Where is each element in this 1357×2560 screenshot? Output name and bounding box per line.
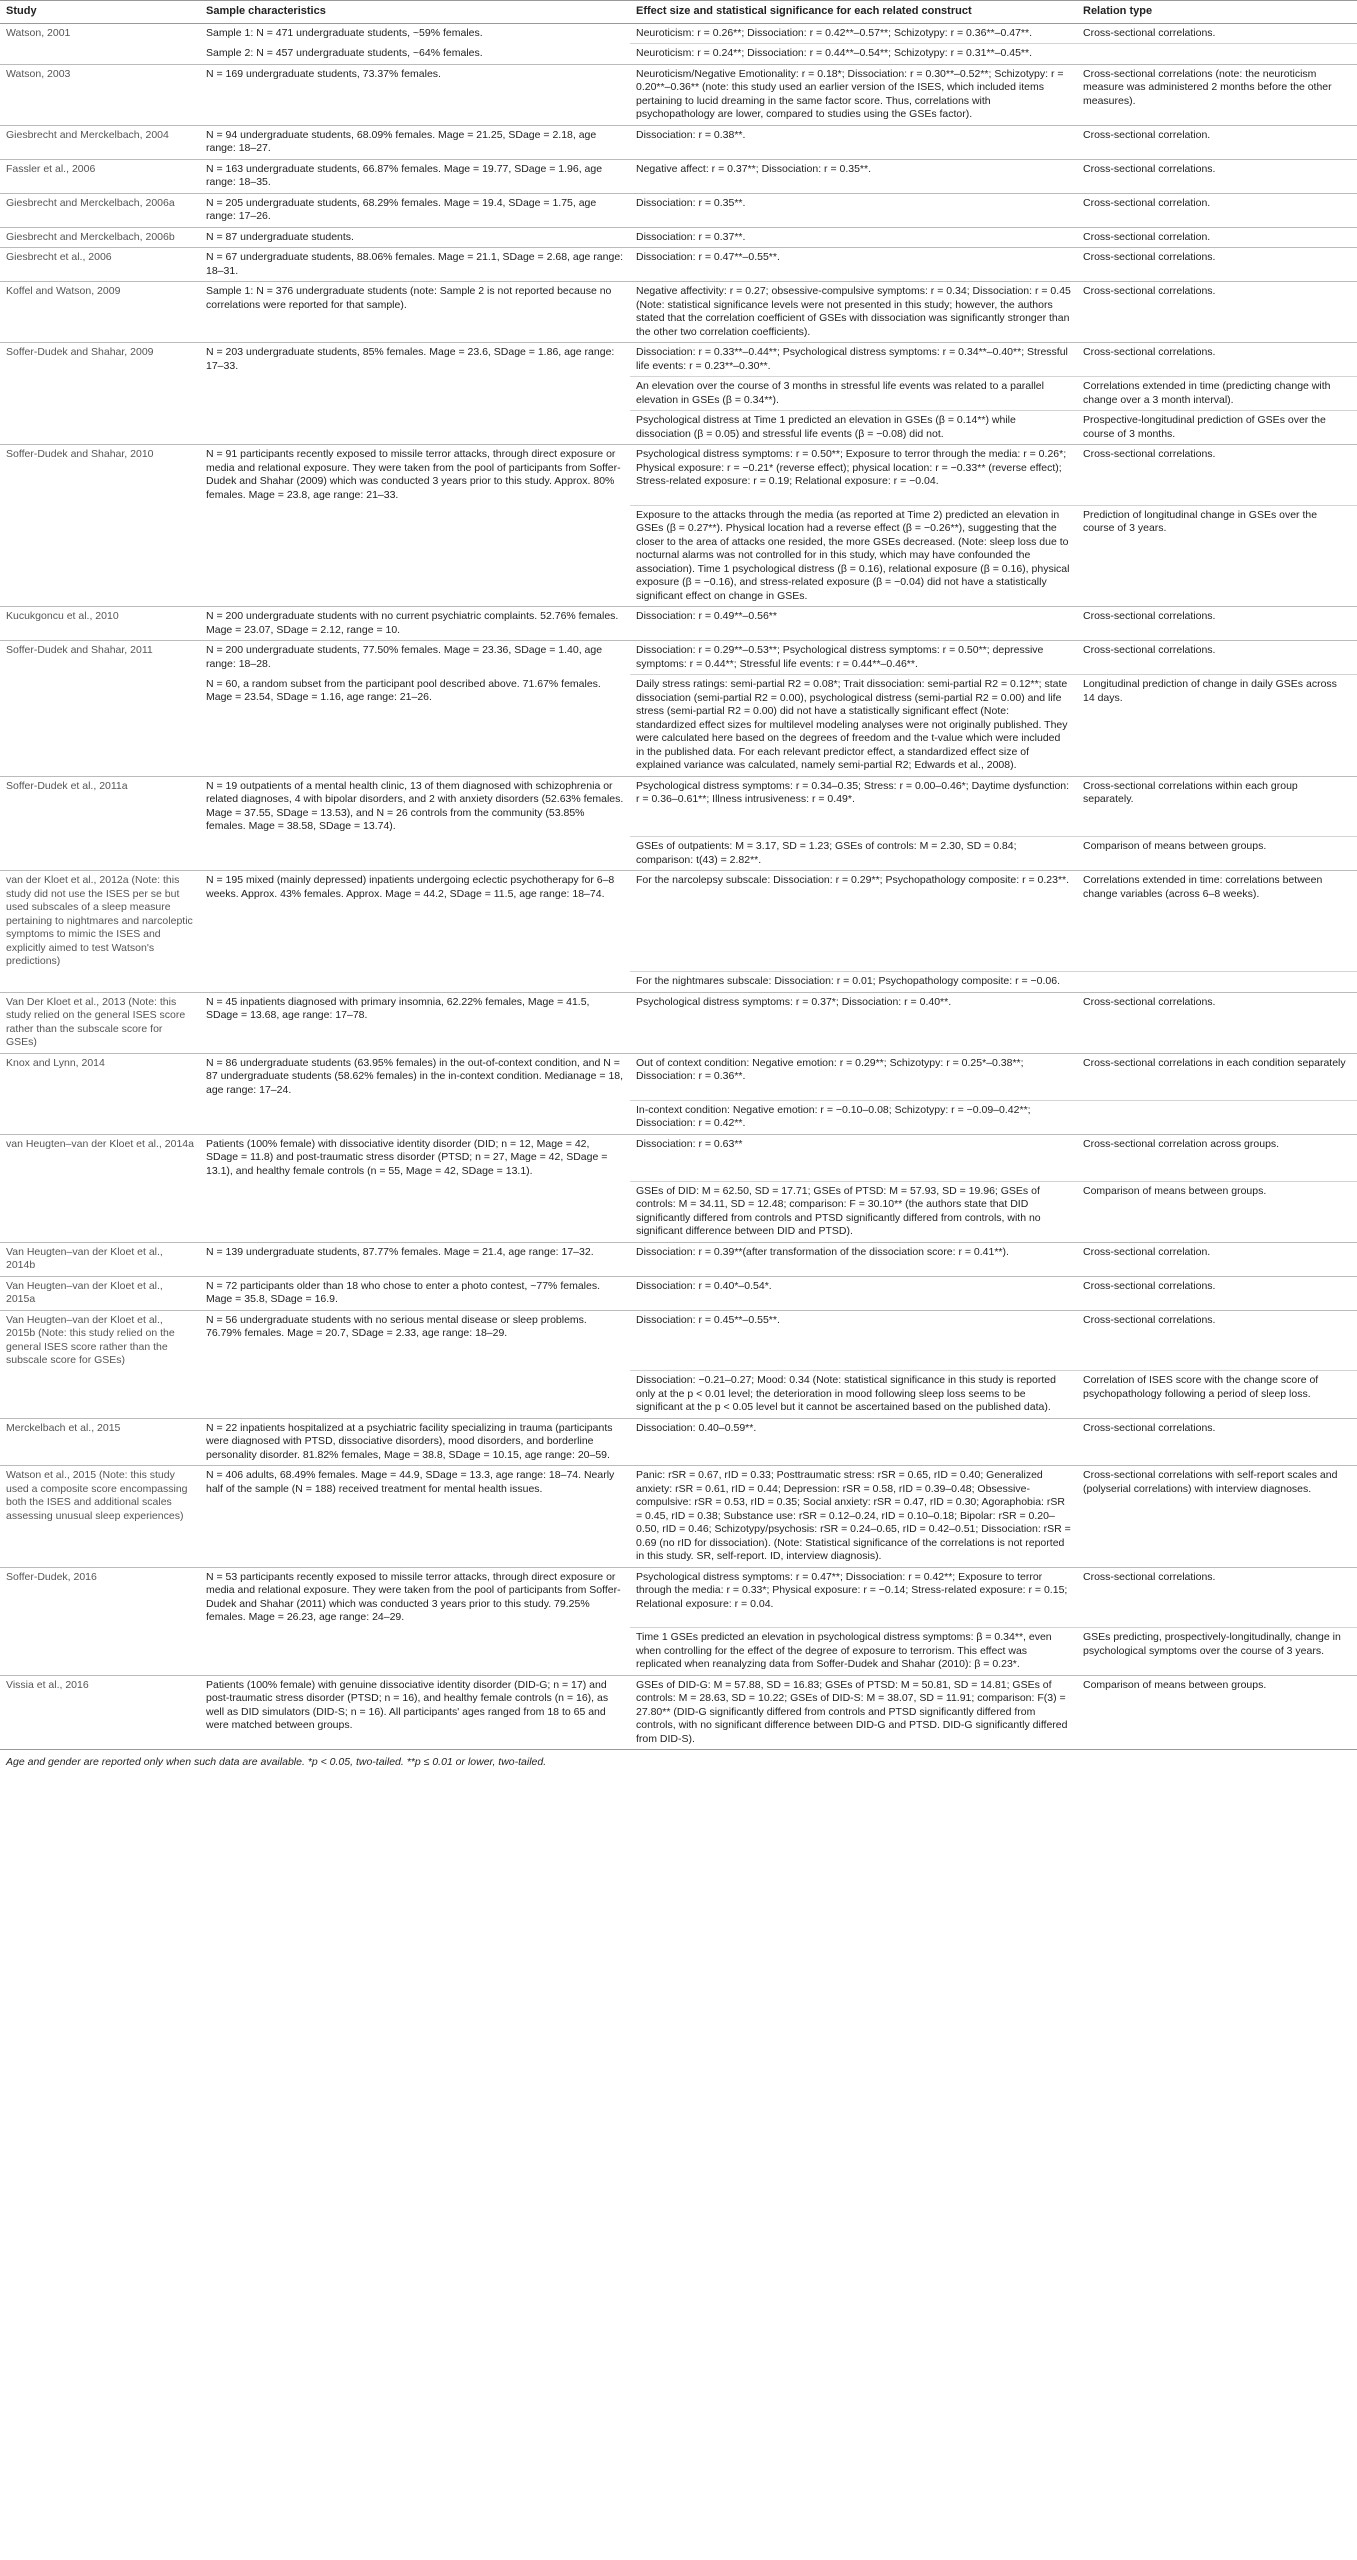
study-cell: Van Heugten–van der Kloet et al., 2014b xyxy=(0,1242,200,1276)
table-row xyxy=(0,377,1357,411)
sample-cell: N = 87 undergraduate students. xyxy=(200,227,630,248)
relation-cell: Comparison of means between groups. xyxy=(1077,1181,1357,1242)
relation-cell: Cross-sectional correlations within each group separately. xyxy=(1077,776,1357,837)
effect-cell: Dissociation: r = 0.38**. xyxy=(630,125,1077,159)
table-row xyxy=(0,641,1357,675)
sample-cell xyxy=(200,377,630,411)
relation-cell: Cross-sectional correlations. xyxy=(1077,1310,1357,1371)
effect-cell: Dissociation: r = 0.45**–0.55**. xyxy=(630,1310,1077,1371)
header-sample: Sample characteristics xyxy=(200,1,630,24)
table-row xyxy=(0,248,1357,282)
effect-cell: Psychological distress at Time 1 predicted an elevation in GSEs (β = 0.14**) while dissociation (β = 0.05) and stressful life events (β = −0.08) did not. xyxy=(630,411,1077,445)
study-cell: Van Heugten–van der Kloet et al., 2015a xyxy=(0,1276,200,1310)
table-row xyxy=(0,23,1357,44)
table-row xyxy=(0,1242,1357,1276)
table-row xyxy=(0,1628,1357,1676)
sample-cell xyxy=(200,1628,630,1676)
study-cell: van der Kloet et al., 2012a (Note: this study did not use the ISES per se but used subscales of a sleep measure pertaining to nightmares and narcoleptic symptoms to mimic the ISES and explicitly aimed to test Watson's predictions) xyxy=(0,871,200,972)
sample-cell: Patients (100% female) with genuine dissociative identity disorder (DID-G; n = 17) and post-traumatic stress disorder (PTSD; n = 16), and healthy female controls (n = 16), as well as DID simulators (DID-S; n = 16). All participants' ages ranged from 18 to 65 and were matched between groups. xyxy=(200,1675,630,1749)
relation-cell: Cross-sectional correlations. xyxy=(1077,1418,1357,1466)
effect-cell: Dissociation: r = 0.35**. xyxy=(630,193,1077,227)
effect-cell: Dissociation: r = 0.47**–0.55**. xyxy=(630,248,1077,282)
effect-cell: Dissociation: r = 0.40*–0.54*. xyxy=(630,1276,1077,1310)
relation-cell: Cross-sectional correlations. xyxy=(1077,641,1357,675)
header-study: Study xyxy=(0,1,200,24)
table-row xyxy=(0,776,1357,837)
sample-cell: N = 91 participants recently exposed to missile terror attacks, through direct exposure or media and relational exposure. They were taken from the pool of participants from Soffer-Dudek and Shahar (2009) which was conducted 3 years prior to this study. Approx. 80% females. Mage = 23.8, age range: 21–33. xyxy=(200,445,630,506)
sample-cell: N = 169 undergraduate students, 73.37% females. xyxy=(200,64,630,125)
study-cell: Giesbrecht and Merckelbach, 2006b xyxy=(0,227,200,248)
table-row xyxy=(0,505,1357,607)
table-row xyxy=(0,607,1357,641)
sample-cell: N = 200 undergraduate students, 77.50% females. Mage = 23.36, SDage = 1.40, age range: 18–28. xyxy=(200,641,630,675)
relation-cell: Comparison of means between groups. xyxy=(1077,1675,1357,1749)
sample-cell: N = 200 undergraduate students with no current psychiatric complaints. 52.76% females. Mage = 23.07, SDage = 2.12, range = 10. xyxy=(200,607,630,641)
table-row xyxy=(0,837,1357,871)
effect-cell: Neuroticism/Negative Emotionality: r = 0.18*; Dissociation: r = 0.30**–0.52**; Schizotypy: r = 0.20**–0.36** (note: this study used an earlier version of the ISES, which included items pertaining to lucid dreaming in the same factor score. Thus, correlations with psychopathology are lower, compared to studies using the GSEs factor). xyxy=(630,64,1077,125)
relation-cell xyxy=(1077,44,1357,65)
relation-cell: Cross-sectional correlations. xyxy=(1077,1567,1357,1628)
sample-cell: N = 56 undergraduate students with no serious mental disease or sleep problems. 76.79% females. Mage = 20.7, SDage = 2.33, age range: 18–29. xyxy=(200,1310,630,1371)
effect-cell: Dissociation: 0.40–0.59**. xyxy=(630,1418,1077,1466)
relation-cell: Cross-sectional correlations. xyxy=(1077,282,1357,343)
effect-cell: Psychological distress symptoms: r = 0.34–0.35; Stress: r = 0.00–0.46*; Daytime dysfunction: r = 0.36–0.61**; Illness intrusiveness: r = 0.49*. xyxy=(630,776,1077,837)
sample-cell: Patients (100% female) with dissociative identity disorder (DID; n = 12, Mage = 42, SDage = 11.8) and post-traumatic stress disorder (PTSD; n = 27, Mage = 42, SDage = 13.1), and healthy female controls (n = 55, Mage = 42, SDage = 13.1). xyxy=(200,1134,630,1181)
table-row xyxy=(0,675,1357,777)
table-footnote: Age and gender are reported only when such data are available. *p < 0.05, two-tailed. **p ≤ 0.01 or lower, two-tailed. xyxy=(0,1749,1357,1774)
sample-cell: N = 163 undergraduate students, 66.87% females. Mage = 19.77, SDage = 1.96, age range: 18–35. xyxy=(200,159,630,193)
table-row xyxy=(0,64,1357,125)
relation-cell: Cross-sectional correlation. xyxy=(1077,227,1357,248)
sample-cell: N = 22 inpatients hospitalized at a psychiatric facility specializing in trauma (participants were diagnosed with PTSD, dissociative disorders), mood disorders, and borderline personality disorder. 81.82% females, Mage = 38.8, SDage = 10.15, age range: 20–59. xyxy=(200,1418,630,1466)
effect-cell: Panic: rSR = 0.67, rID = 0.33; Posttraumatic stress: rSR = 0.65, rID = 0.40; Generalized anxiety: rSR = 0.61, rID = 0.44; Depression: rSR = 0.58, rID = 0.39–0.48; Obsessive-compulsive: rSR = 0.53, rID = 0.35; Social anxiety: rSR = 0.47, rID = 0.30; Agoraphobia: rSR = 0.45, rID = 0.38; Substance use: rSR = 0.12–0.24, rID = 0.10–0.18; Bipolar: rSR = 0.20–0.50, rID = 0.46; Schizotypy/psychosis: rSR = 0.24–0.65, rID = 0.42–0.51; Dissociation: rSR = 0.69 (no rID for dissociation). (Note: Statistical significance of the correlations is not reported in this study. SR, self-report. ID, interview diagnosis). xyxy=(630,1466,1077,1568)
study-cell: Vissia et al., 2016 xyxy=(0,1675,200,1749)
relation-cell: Correlations extended in time: correlations between change variables (across 6–8 weeks). xyxy=(1077,871,1357,972)
table-row xyxy=(0,1134,1357,1181)
effect-cell: Neuroticism: r = 0.26**; Dissociation: r = 0.42**–0.57**; Schizotypy: r = 0.36**–0.47**. xyxy=(630,23,1077,44)
effect-cell: Dissociation: r = 0.29**–0.53**; Psychological distress symptoms: r = 0.50**; depressive symptoms: r = 0.44**; Stressful life events: r = 0.44**–0.46**. xyxy=(630,641,1077,675)
table-header-row xyxy=(0,1,1357,24)
relation-cell: Longitudinal prediction of change in daily GSEs across 14 days. xyxy=(1077,675,1357,777)
sample-cell: N = 67 undergraduate students, 88.06% females. Mage = 21.1, SDage = 2.68, age range: 18–31. xyxy=(200,248,630,282)
study-cell: Giesbrecht and Merckelbach, 2006a xyxy=(0,193,200,227)
study-cell xyxy=(0,377,200,411)
table-row xyxy=(0,1100,1357,1134)
sample-cell: Sample 2: N = 457 undergraduate students, ~64% females. xyxy=(206,46,483,59)
study-cell xyxy=(0,1371,200,1419)
relation-cell xyxy=(1077,1100,1357,1134)
table-row xyxy=(0,159,1357,193)
table-row xyxy=(0,44,1357,65)
study-cell: Watson, 2001 xyxy=(0,23,200,44)
sample-cell: N = 205 undergraduate students, 68.29% females. Mage = 19.4, SDage = 1.75, age range: 17–26. xyxy=(200,193,630,227)
relation-cell xyxy=(1077,972,1357,993)
effect-cell: Dissociation: r = 0.63** xyxy=(630,1134,1077,1181)
table-row xyxy=(0,1675,1357,1749)
sample-cell: N = 406 adults, 68.49% females. Mage = 44.9, SDage = 13.3, age range: 18–74. Nearly half of the sample (N = 188) received treatment for mental health issues. xyxy=(200,1466,630,1568)
study-cell: van Heugten–van der Kloet et al., 2014a xyxy=(0,1134,200,1181)
effect-cell: Out of context condition: Negative emotion: r = 0.29**; Schizotypy: r = 0.25*–0.38**; Dissociation: r = 0.36**. xyxy=(630,1053,1077,1100)
study-cell xyxy=(0,505,200,607)
relation-cell: Cross-sectional correlation across groups. xyxy=(1077,1134,1357,1181)
effect-cell: Daily stress ratings: semi-partial R2 = 0.08*; Trait dissociation: semi-partial R2 = 0.12**; state dissociation (semi-partial R2 = 0.00), psychological distress (semi-partial R2 = 0.00) and life stress (semi-partial R2 = 0.00) did not have a statistically significant effect (Note: standardized effect sizes for multilevel modeling analyses were not originally published. They were calculated here based on the degrees of freedom and the t-value which were included in the published data. For each relevant predictor effect, a standardized effect size of explained variance was calculated, namely semi-partial R2; Edwards et al., 2008). xyxy=(630,675,1077,777)
sample-cell: N = 195 mixed (mainly depressed) inpatients undergoing eclectic psychotherapy for 6–8 weeks. Approx. 43% females. Approx. Mage = 44.2, SDage = 11.5, age range: 18–74. xyxy=(200,871,630,972)
sample-cell xyxy=(200,1181,630,1242)
effect-cell: GSEs of DID-G: M = 57.88, SD = 16.83; GSEs of PTSD: M = 50.81, SD = 14.81; GSEs of controls: M = 28.63, SD = 10.22; GSEs of DID-S: M = 38.07, SD = 11.91; comparison: F(3) = 27.80** (DID-G significantly differed from controls and PTSD significantly differed from controls, with no significant difference between DID-G and PTSD. DID-G significantly differed from DID-S). xyxy=(630,1675,1077,1749)
effect-cell: Dissociation: −0.21–0.27; Mood: 0.34 (Note: statistical significance in this study is reported only at the p < 0.01 level; the deterioration in mood following sleep loss seems to be significant at the p < 0.05 level but it cannot be ascertained based on the published data). xyxy=(630,1371,1077,1419)
header-effect: Effect size and statistical significance for each related construct xyxy=(630,1,1077,24)
relation-cell: Cross-sectional correlations. xyxy=(1077,992,1357,1053)
effect-cell: Psychological distress symptoms: r = 0.47**; Dissociation: r = 0.42**; Exposure to terror through the media: r = 0.33*; Physical exposure: r = −0.14; Stress-related exposure: r = 0.15; Relational exposure: r = 0.04. xyxy=(630,1567,1077,1628)
study-cell: Fassler et al., 2006 xyxy=(0,159,200,193)
relation-cell: Cross-sectional correlations. xyxy=(1077,1276,1357,1310)
table-row xyxy=(0,1371,1357,1419)
sample-cell xyxy=(200,1100,630,1134)
effect-cell: Negative affectivity: r = 0.27; obsessive-compulsive symptoms: r = 0.34; Dissociation: r = 0.45 (Note: statistical significance levels were not presented in this study; however, the authors stated that the correlation coefficient of GSEs with dissociation was significantly stronger than the other two correlation coefficients). xyxy=(630,282,1077,343)
study-cell xyxy=(0,44,200,65)
table-row xyxy=(0,871,1357,972)
relation-cell: Cross-sectional correlations with self-report scales and (polyserial correlations) with interview diagnoses. xyxy=(1077,1466,1357,1568)
study-cell: Knox and Lynn, 2014 xyxy=(0,1053,200,1100)
relation-cell: Cross-sectional correlations in each condition separately xyxy=(1077,1053,1357,1100)
table-row xyxy=(0,125,1357,159)
study-cell: Van Der Kloet et al., 2013 (Note: this study relied on the general ISES score rather than the subscale score for GSEs) xyxy=(0,992,200,1053)
effect-cell: For the nightmares subscale: Dissociation: r = 0.01; Psychopathology composite: r = −0.06. xyxy=(630,972,1077,993)
sample-cell xyxy=(200,1371,630,1419)
sample-cell: N = 72 participants older than 18 who chose to enter a photo contest, ~77% females. Mage = 35.8, SDage = 16.9. xyxy=(200,1276,630,1310)
relation-cell: Prospective-longitudinal prediction of GSEs over the course of 3 months. xyxy=(1077,411,1357,445)
effect-cell: Exposure to the attacks through the media (as reported at Time 2) predicted an elevation in GSEs (β = 0.27**). Physical location had a reverse effect (β = −0.26**), suggesting that the closer to the area of attacks one resided, the more GSEs decreased. (Note: sleep loss due to nocturnal alarms was not controlled for in this study, which may have confounded the association). Time 1 psychological distress (β = 0.16), relational exposure (β = 0.16), physical exposure (β = −0.16), and stress-related exposure (β = −0.04) did not have a statistically significant effect on change in GSEs. xyxy=(630,505,1077,607)
sample-cell: N = 203 undergraduate students, 85% females. Mage = 23.6, SDage = 1.86, age range: 17–33. xyxy=(200,343,630,377)
sample-cell: N = 45 inpatients diagnosed with primary insomnia, 62.22% females, Mage = 41.5, SDage = 13.68, age range: 17–78. xyxy=(200,992,630,1053)
table-row xyxy=(0,1466,1357,1568)
effect-cell: Time 1 GSEs predicted an elevation in psychological distress symptoms: β = 0.34**, even when controlling for the effect of the degree of exposure to terrorism. This effect was replicated when reanalyzing data from Soffer-Dudek and Shahar (2010): β = 0.23*. xyxy=(630,1628,1077,1676)
table-row xyxy=(0,1053,1357,1100)
study-cell: Kucukgoncu et al., 2010 xyxy=(0,607,200,641)
table-row xyxy=(0,193,1357,227)
sample-cell: Sample 1: N = 471 undergraduate students, ~59% females. xyxy=(200,23,630,44)
study-cell xyxy=(0,972,200,993)
relation-cell: Cross-sectional correlation. xyxy=(1077,125,1357,159)
table-row xyxy=(0,282,1357,343)
effect-cell: Dissociation: r = 0.39**(after transformation of the dissociation score: r = 0.41**). xyxy=(630,1242,1077,1276)
table-row xyxy=(0,1310,1357,1371)
relation-cell: Prediction of longitudinal change in GSEs over the course of 3 years. xyxy=(1077,505,1357,607)
relation-cell: Cross-sectional correlations. xyxy=(1077,607,1357,641)
sample-cell xyxy=(200,837,630,871)
sample-cell: N = 86 undergraduate students (63.95% females) in the out-of-context condition, and N = 87 undergraduate students (58.62% females) in the in-context condition. Medianage = 18, age range: 17–24. xyxy=(200,1053,630,1100)
relation-cell: Correlation of ISES score with the change score of psychopathology following a period of sleep loss. xyxy=(1077,1371,1357,1419)
relation-cell: Cross-sectional correlation. xyxy=(1077,193,1357,227)
study-cell: Soffer-Dudek et al., 2011a xyxy=(0,776,200,837)
table-row xyxy=(0,992,1357,1053)
study-cell xyxy=(0,1628,200,1676)
relation-cell: Cross-sectional correlations. xyxy=(1077,445,1357,506)
study-cell xyxy=(0,675,200,777)
relation-cell: Cross-sectional correlations (note: the neuroticism measure was administered 2 months before the other measures). xyxy=(1077,64,1357,125)
study-cell: Koffel and Watson, 2009 xyxy=(0,282,200,343)
sample-cell: N = 60, a random subset from the participant pool described above. 71.67% females. Mage = 23.54, SDage = 1.16, age range: 21–26. xyxy=(206,677,601,703)
study-cell: Soffer-Dudek and Shahar, 2009 xyxy=(0,343,200,377)
study-cell: Soffer-Dudek and Shahar, 2011 xyxy=(0,641,200,675)
sample-cell: N = 19 outpatients of a mental health clinic, 13 of them diagnosed with schizophrenia or related diagnoses, 4 with bipolar disorders, and 2 with anxiety disorders (52.63% females. Mage = 37.55, SDage = 13.53), and N = 26 controls from the community (53.85% females. Mage = 38.58, SDage = 13.74). xyxy=(200,776,630,837)
relation-cell: Cross-sectional correlations. xyxy=(1077,248,1357,282)
sample-cell xyxy=(200,972,630,993)
sample-cell: N = 53 participants recently exposed to missile terror attacks, through direct exposure or media and relational exposure. They were taken from the pool of participants from Soffer-Dudek and Shahar (2011) which was conducted 3 years prior to this study. 79.25% females. Mage = 26.23, age range: 24–29. xyxy=(200,1567,630,1628)
effect-cell: For the narcolepsy subscale: Dissociation: r = 0.29**; Psychopathology composite: r = 0.23**. xyxy=(630,871,1077,972)
table-row xyxy=(0,411,1357,445)
table-row xyxy=(0,1276,1357,1310)
table-row xyxy=(0,972,1357,993)
study-cell: Watson, 2003 xyxy=(0,64,200,125)
table-row xyxy=(0,1567,1357,1628)
sample-cell xyxy=(200,411,630,445)
study-cell xyxy=(0,1100,200,1134)
study-cell: Van Heugten–van der Kloet et al., 2015b (Note: this study relied on the general ISES score rather than the subscale score for GSEs) xyxy=(0,1310,200,1371)
effect-cell: Dissociation: r = 0.33**–0.44**; Psychological distress symptoms: r = 0.34**–0.40**; Stressful life events: r = 0.23**–0.30**. xyxy=(630,343,1077,377)
relation-cell: Cross-sectional correlations. xyxy=(1077,159,1357,193)
effect-cell: Psychological distress symptoms: r = 0.50**; Exposure to terror through the media: r = 0.26*; Physical exposure: r = −0.21* (reverse effect); physical location: r = −0.33** (reverse effect); Stress-related exposure: r = 0.19; Relational exposure: r = −0.04. xyxy=(630,445,1077,506)
relation-cell: Correlations extended in time (predicting change with change over a 3 month interval). xyxy=(1077,377,1357,411)
table-row xyxy=(0,1181,1357,1242)
study-cell: Giesbrecht and Merckelbach, 2004 xyxy=(0,125,200,159)
effect-cell: Dissociation: r = 0.49**–0.56** xyxy=(630,607,1077,641)
relation-cell: Cross-sectional correlations. xyxy=(1077,343,1357,377)
study-cell: Watson et al., 2015 (Note: this study used a composite score encompassing both the ISES and additional scales assessing unusual sleep experiences) xyxy=(0,1466,200,1568)
relation-cell: Cross-sectional correlations. xyxy=(1077,23,1357,44)
study-cell xyxy=(0,1181,200,1242)
table-body xyxy=(0,23,1357,1749)
study-cell: Merckelbach et al., 2015 xyxy=(0,1418,200,1466)
effect-cell: Negative affect: r = 0.37**; Dissociation: r = 0.35**. xyxy=(630,159,1077,193)
sample-cell: Sample 1: N = 376 undergraduate students (note: Sample 2 is not reported because no correlations were reported for that sample). xyxy=(200,282,630,343)
header-relation: Relation type xyxy=(1077,1,1357,24)
sample-cell xyxy=(200,505,630,607)
relation-cell: GSEs predicting, prospectively-longitudinally, change in psychological symptoms over the course of 3 years. xyxy=(1077,1628,1357,1676)
effect-cell: GSEs of DID: M = 62.50, SD = 17.71; GSEs of PTSD: M = 57.93, SD = 19.96; GSEs of controls: M = 34.11, SD = 12.48; comparison: F = 30.10** (the authors state that DID significantly differed from controls and PTSD significantly differed from controls, with no significant difference between DID and PTSD). xyxy=(630,1181,1077,1242)
relation-cell: Comparison of means between groups. xyxy=(1077,837,1357,871)
sample-cell: N = 139 undergraduate students, 87.77% females. Mage = 21.4, age range: 17–32. xyxy=(200,1242,630,1276)
table-row xyxy=(0,445,1357,506)
table-row xyxy=(0,1418,1357,1466)
study-cell: Giesbrecht et al., 2006 xyxy=(0,248,200,282)
effect-cell: Psychological distress symptoms: r = 0.37*; Dissociation: r = 0.40**. xyxy=(630,992,1077,1053)
effect-cell: GSEs of outpatients: M = 3.17, SD = 1.23; GSEs of controls: M = 2.30, SD = 0.84; comparison: t(43) = 2.82**. xyxy=(630,837,1077,871)
sample-cell: N = 94 undergraduate students, 68.09% females. Mage = 21.25, SDage = 2.18, age range: 18–27. xyxy=(200,125,630,159)
table-row xyxy=(0,343,1357,377)
study-cell xyxy=(0,411,200,445)
relation-cell: Cross-sectional correlation. xyxy=(1077,1242,1357,1276)
table-row xyxy=(0,227,1357,248)
effect-cell: In-context condition: Negative emotion: r = −0.10–0.08; Schizotypy: r = −0.09–0.42**; Dissociation: r = 0.42**. xyxy=(630,1100,1077,1134)
study-cell: Soffer-Dudek and Shahar, 2010 xyxy=(0,445,200,506)
study-cell xyxy=(0,837,200,871)
study-cell: Soffer-Dudek, 2016 xyxy=(0,1567,200,1628)
effect-cell: Neuroticism: r = 0.24**; Dissociation: r = 0.44**–0.54**; Schizotypy: r = 0.31**–0.45**. xyxy=(630,44,1077,65)
effect-cell: An elevation over the course of 3 months in stressful life events was related to a parallel elevation in GSEs (β = 0.34**). xyxy=(630,377,1077,411)
effect-cell: Dissociation: r = 0.37**. xyxy=(630,227,1077,248)
